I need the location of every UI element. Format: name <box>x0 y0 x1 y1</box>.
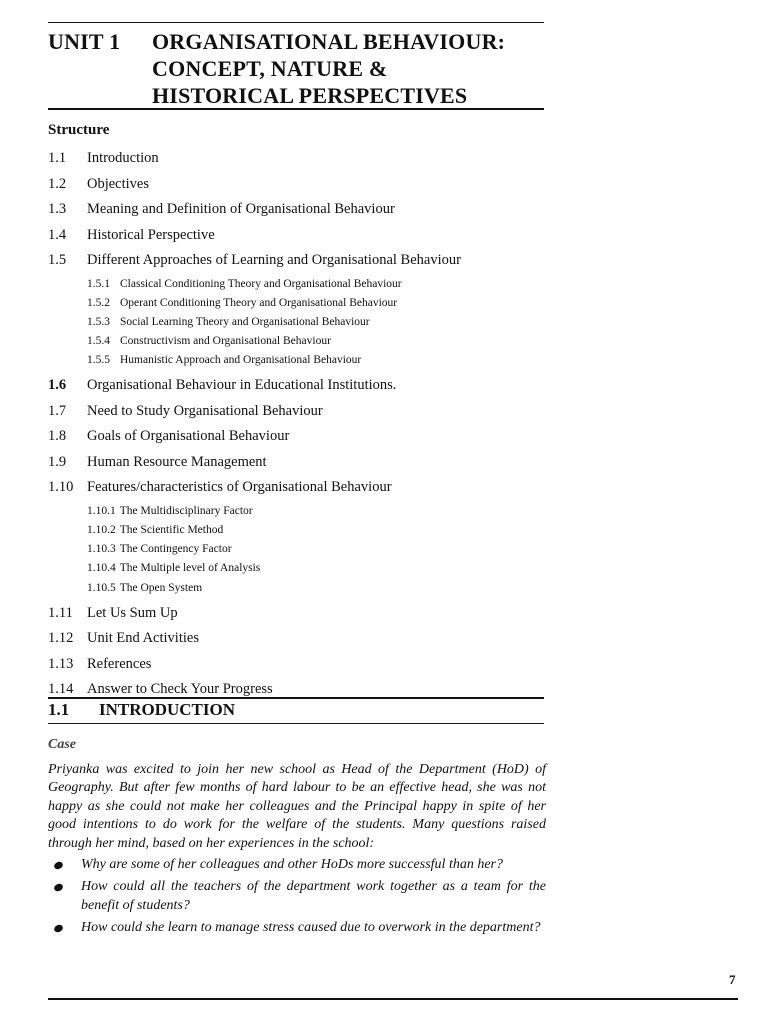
toc-item <box>48 201 568 227</box>
toc-item <box>48 150 568 176</box>
list-item <box>48 878 546 915</box>
toc-item <box>48 252 568 278</box>
list-item-text: Why are some of her colleagues and other HoDs more successful than her? <box>81 857 504 872</box>
list-item-text: How could all the teachers of the department work together as a team for the benefit of students? <box>81 879 546 913</box>
toc-number: 1.13 <box>48 655 74 672</box>
toc-item <box>48 176 568 202</box>
toc-number: 1.2 <box>48 175 67 192</box>
toc-number: 1.6 <box>48 377 67 394</box>
unit-title-line: HISTORICAL PERSPECTIVES <box>152 83 468 108</box>
toc-subitem <box>48 582 568 605</box>
bottom-rule <box>48 998 738 1000</box>
toc-text: Different Approaches of Learning and Organisational Behaviour <box>87 252 461 268</box>
toc-text: Features/characteristics of Organisational Behaviour <box>87 479 392 496</box>
bullet-icon <box>53 883 64 893</box>
toc-item <box>48 605 568 631</box>
section-title: INTRODUCTION <box>99 700 236 719</box>
structure-heading: Structure <box>48 122 110 138</box>
toc-text: Let Us Sum Up <box>87 604 178 621</box>
toc-text: The Multidisciplinary Factor <box>119 504 253 517</box>
list-item <box>48 919 546 937</box>
toc-text: Introduction <box>87 150 159 166</box>
toc-number: 1.8 <box>48 428 67 445</box>
toc-number: 1.12 <box>48 630 74 646</box>
unit-title-line: ORGANISATIONAL BEHAVIOUR: <box>152 29 506 54</box>
toc-number: 1.10.1 <box>87 504 116 517</box>
toc-item <box>48 630 568 656</box>
toc-number: 1.5.2 <box>87 296 110 309</box>
toc-number: 1.11 <box>48 604 73 621</box>
toc-number: 1.10.4 <box>87 562 116 575</box>
list-item <box>48 856 546 874</box>
case-paragraph: Priyanka was excited to join her new school as Head of the Department (HoD) of Geography. But after few months of hard labour to be an effective head, she was not happy as she could not make her colleagues and the Principal happy in spite of her good intentions to do work for the welfare of the students. Many questions raised through her mind, based on her experiences in the school: <box>48 762 546 851</box>
toc-text: The Scientific Method <box>119 523 224 536</box>
toc-item <box>48 227 568 253</box>
toc-number: 1.5.4 <box>87 335 110 348</box>
question-list <box>48 856 546 942</box>
toc-text: Answer to Check Your Progress <box>87 681 273 697</box>
toc-number: 1.14 <box>48 681 74 697</box>
toc-subitem <box>48 505 568 524</box>
toc-text: Meaning and Definition of Organisational Behaviour <box>87 201 395 217</box>
toc-number: 1.4 <box>48 226 67 243</box>
toc-item <box>48 377 568 403</box>
bullet-icon <box>53 924 64 934</box>
toc-item <box>48 656 568 682</box>
toc-text: The Open System <box>119 581 203 594</box>
toc-subitem <box>48 316 568 335</box>
title-rule <box>48 108 544 110</box>
toc-number: 1.10.5 <box>87 581 116 594</box>
toc-subitem <box>48 562 568 581</box>
toc-subitem <box>48 278 568 297</box>
toc-number: 1.3 <box>48 201 67 217</box>
toc-text: Need to Study Organisational Behaviour <box>87 402 323 419</box>
section-heading <box>48 700 235 720</box>
case-label: Case <box>48 737 76 752</box>
toc-number: 1.7 <box>48 402 67 419</box>
toc-number: 1.10 <box>48 479 74 496</box>
section-bottom-rule <box>48 723 544 724</box>
unit-title-line: CONCEPT, NATURE & <box>152 56 388 81</box>
toc-text: Human Resource Management <box>87 453 267 470</box>
toc-number: 1.5.3 <box>87 315 110 328</box>
toc-text: The Multiple level of Analysis <box>119 562 261 575</box>
toc-text: Operant Conditioning Theory and Organisational Behaviour <box>120 296 398 309</box>
toc-number: 1.1 <box>48 150 67 166</box>
toc-number: 1.5.5 <box>87 354 110 367</box>
page-number: 7 <box>729 972 736 987</box>
toc-text: Historical Perspective <box>87 226 215 243</box>
top-rule <box>48 22 544 23</box>
toc-number: 1.9 <box>48 453 67 470</box>
toc-text: The Contingency Factor <box>119 543 232 556</box>
toc-subitem <box>48 297 568 316</box>
toc-text: Classical Conditioning Theory and Organisational Behaviour <box>120 277 402 290</box>
bullet-icon <box>53 860 64 870</box>
table-of-contents <box>48 150 568 707</box>
toc-text: Goals of Organisational Behaviour <box>87 428 290 445</box>
toc-number: 1.5.1 <box>87 277 110 290</box>
toc-item <box>48 454 568 480</box>
toc-number: 1.10.3 <box>87 543 116 556</box>
toc-subitem <box>48 543 568 562</box>
toc-text: Constructivism and Organisational Behaviour <box>120 335 331 348</box>
toc-item <box>48 428 568 454</box>
toc-text: Organisational Behaviour in Educational Institutions. <box>87 377 397 394</box>
unit-title <box>152 28 505 109</box>
section-top-rule <box>48 697 544 699</box>
toc-text: Humanistic Approach and Organisational Behaviour <box>120 354 362 367</box>
toc-text: Social Learning Theory and Organisational Behaviour <box>120 315 370 328</box>
toc-text: Objectives <box>87 175 150 192</box>
section-number: 1.1 <box>48 700 70 719</box>
toc-subitem <box>48 335 568 354</box>
toc-number: 1.5 <box>48 252 67 268</box>
list-item-text: How could she learn to manage stress caused due to overwork in the department? <box>81 920 541 936</box>
toc-text: Unit End Activities <box>87 630 199 646</box>
unit-label: UNIT 1 <box>48 29 121 54</box>
toc-subitem <box>48 524 568 543</box>
toc-subitem <box>48 354 568 377</box>
toc-item <box>48 479 568 505</box>
toc-text: References <box>87 655 152 672</box>
toc-item <box>48 403 568 429</box>
toc-number: 1.10.2 <box>87 523 116 536</box>
